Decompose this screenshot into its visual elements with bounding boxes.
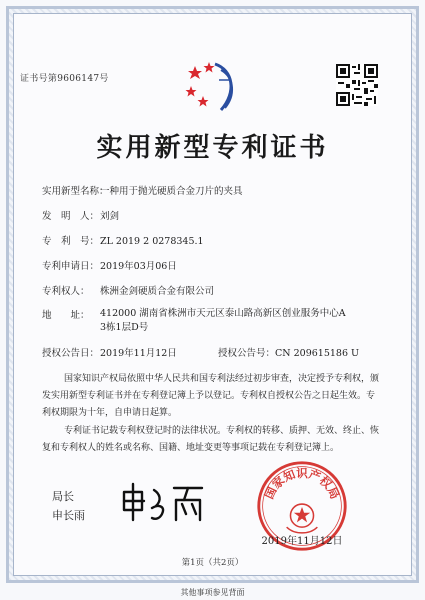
application-date-row bbox=[42, 258, 177, 272]
field-label: 专利申请日： bbox=[42, 261, 100, 272]
announcement-date-label: 授权公告日： bbox=[42, 348, 100, 359]
field-value: 2019年03月06日 bbox=[100, 261, 177, 272]
footer-note: 其他事项参见背面 bbox=[180, 588, 245, 597]
utility-model-name-row bbox=[42, 183, 243, 197]
seal-text: 国家知识产权局 bbox=[261, 466, 343, 502]
field-value: 一种用于抛光硬质合金刀片的夹具 bbox=[100, 186, 243, 197]
announcement-row bbox=[42, 345, 359, 359]
announcement-number-label: 授权公告号： bbox=[218, 348, 276, 359]
certificate-number: 证书号第9606147号 bbox=[20, 74, 109, 84]
director-signature-icon bbox=[118, 478, 208, 526]
document-title: 实用新型专利证书 bbox=[96, 133, 329, 163]
field-value: 株洲金剑硬质合金有限公司 bbox=[100, 286, 215, 297]
address-label: 地 址： bbox=[42, 310, 90, 321]
director-name: 申长雨 bbox=[52, 509, 85, 522]
field-label: 专利权人： bbox=[42, 286, 90, 297]
announcement-number: CN 209615186 U bbox=[275, 348, 360, 359]
field-label: 实用新型名称： bbox=[42, 186, 109, 197]
address-line-2: 3栋1层D号 bbox=[100, 322, 149, 333]
inventor-row bbox=[42, 208, 119, 222]
field-value: ZL 2019 2 0278345.1 bbox=[100, 236, 204, 247]
address-value bbox=[100, 307, 346, 335]
grant-statement-paragraph: 国家知识产权局依照中华人民共和国专利法经过初步审查，决定授予专利权，颁发实用新型专利证书并在专利登记簿上予以登记。专利权自授权公告之日起生效。专利权期限为十年，自申请日起算。 bbox=[42, 374, 380, 418]
field-label: 专 利 号： bbox=[42, 236, 100, 247]
director-title: 局长 bbox=[52, 490, 74, 503]
patent-number-row bbox=[42, 233, 204, 247]
patentee-row bbox=[42, 283, 214, 297]
field-value: 刘剑 bbox=[100, 211, 120, 222]
announcement-date: 2019年11月12日 bbox=[100, 348, 177, 359]
field-label: 发 明 人： bbox=[42, 211, 100, 222]
seal-date: 2019年11月12日 bbox=[261, 536, 343, 547]
address-line-1: 412000 湖南省株洲市天元区泰山路高新区创业服务中心A bbox=[100, 308, 346, 319]
legal-status-paragraph: 专利证书记载专利权登记时的法律状况。专利权的转移、质押、无效、终止、恢复和专利权人的姓名或名称、国籍、地址变更等事项记载在专利登记簿上。 bbox=[42, 426, 380, 453]
qr-code-icon bbox=[336, 64, 378, 106]
cnipa-emblem-icon bbox=[175, 58, 247, 118]
page-number: 第1页（共2页） bbox=[181, 558, 244, 568]
